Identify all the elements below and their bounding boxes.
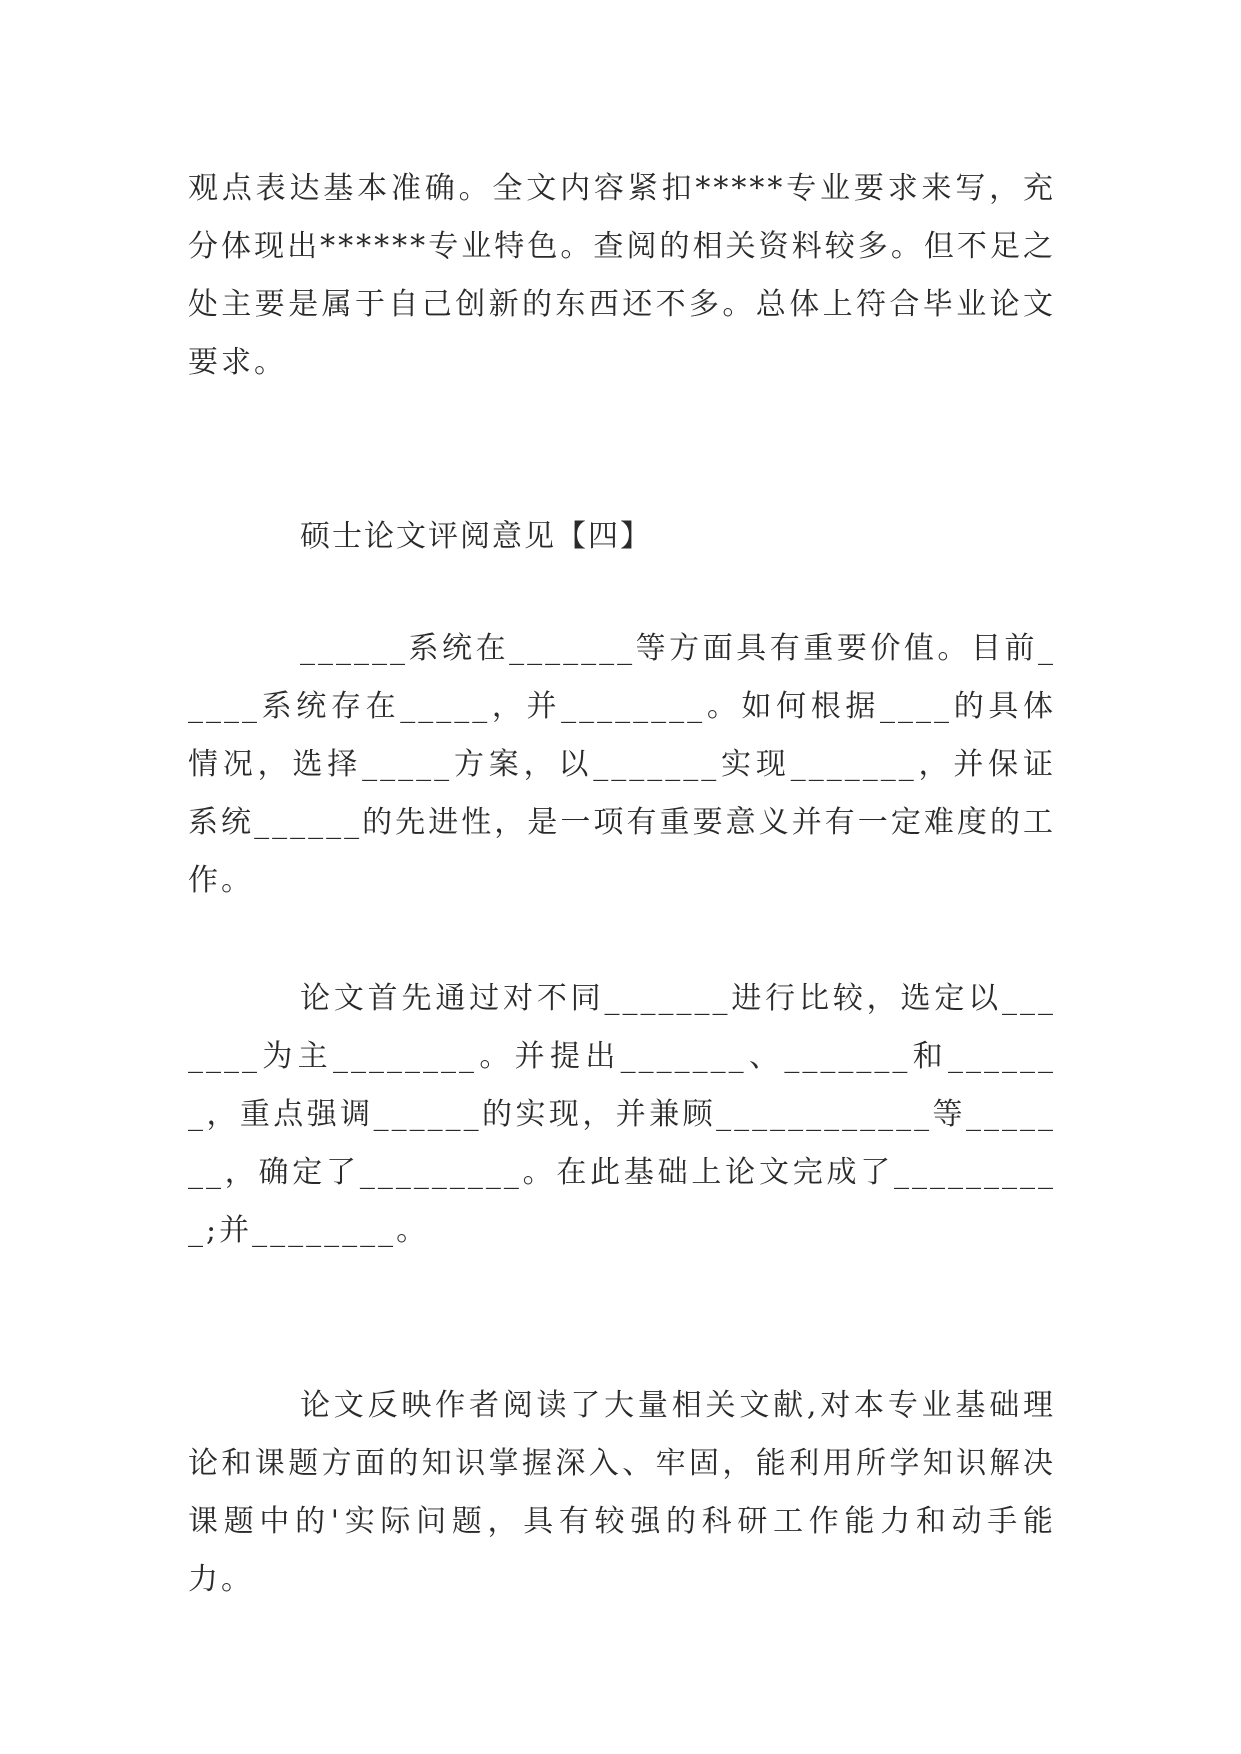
paragraph-4: 论文反映作者阅读了大量相关文献,对本专业基础理论和课题方面的知识掌握深入、牢固，能利用所学知识解决课题中的'实际问题，具有较强的科研工作能力和动手能力。 [188,1388,1056,1597]
paragraph-3: 论文首先通过对不同_______进行比较，选定以_______为主________。并提出_______、_______和_______，重点强调______的实现，并兼顾____________等_______，确定了_________。在此基础上论文完成了__________;并________。 [188,981,1056,1248]
paragraph-1: 观点表达基本准确。全文内容紧扣*****专业要求来写，充分体现出******专业特色。查阅的相关资料较多。但不足之处主要是属于自己创新的东西还不多。总体上符合毕业论文要求。 [188,171,1056,380]
paragraph-2: ______系统在_______等方面具有重要价值。目前_____系统存在_____，并________。如何根据____的具体情况，选择_____方案，以_______实现_______，并保证系统______的先进性，是一项有重要意义并有一定难度的工作。 [188,631,1056,898]
section-heading: 硕士论文评阅意见【四】 [300,519,652,554]
